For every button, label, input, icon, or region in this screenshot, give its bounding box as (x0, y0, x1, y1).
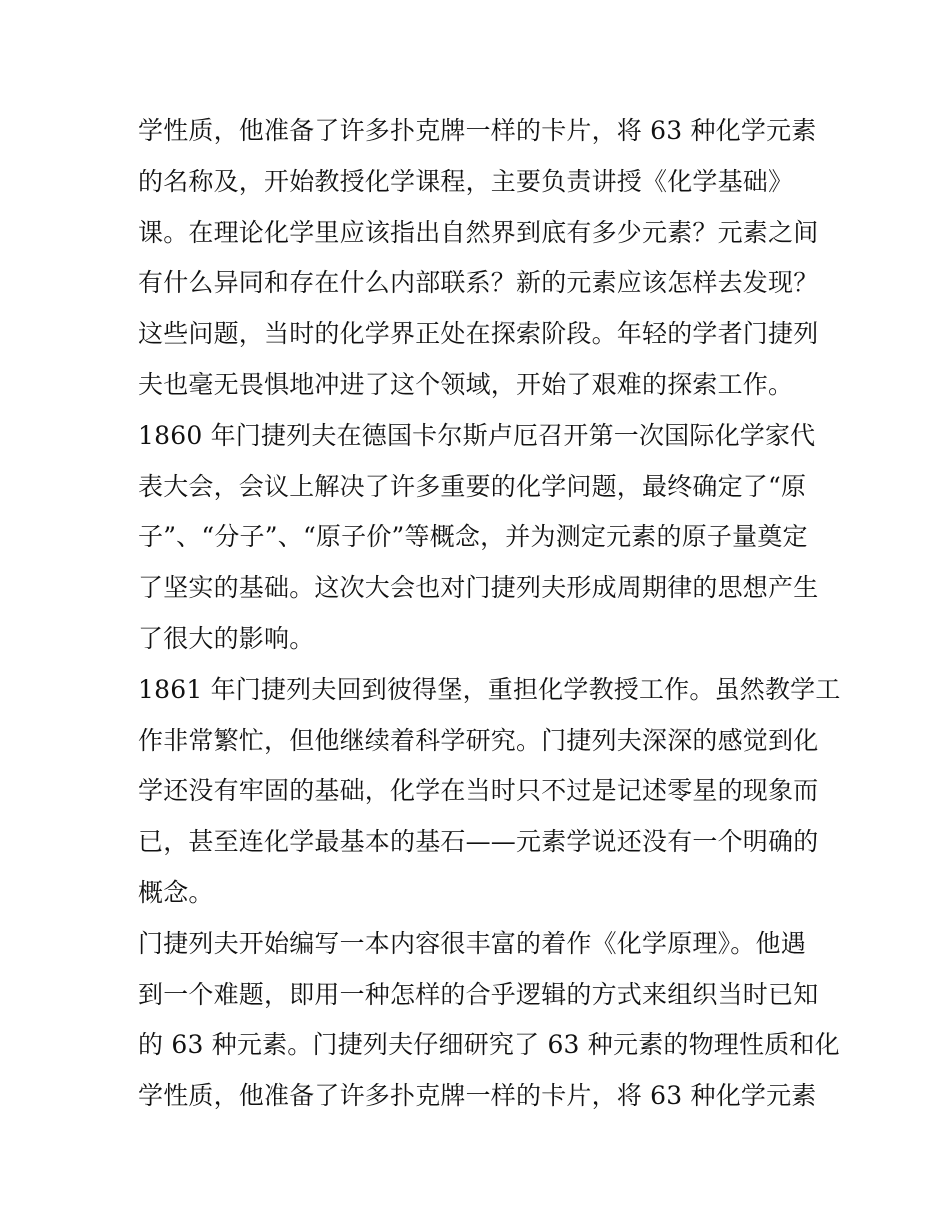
text-line: 子”、“分子”、“原子价”等概念，并为测定元素的原子量奠定 (138, 522, 808, 552)
text-line: 学还没有牢固的基础，化学在当时只不过是记述零星的现象而 (138, 776, 819, 806)
text-line: 学性质，他准备了许多扑克牌一样的卡片，将 63 种化学元素 (138, 1081, 817, 1111)
text-line: 1860 年门捷列夫在德国卡尔斯卢厄召开第一次国际化学家代 (138, 420, 816, 450)
text-line: 1861 年门捷列夫回到彼得堡，重担化学教授工作。虽然教学工 (138, 674, 841, 704)
text-line: 到一个难题，即用一种怎样的合乎逻辑的方式来组织当时已知 (138, 979, 819, 1009)
text-line: 的 63 种元素。门捷列夫仔细研究了 63 种元素的物理性质和化 (138, 1030, 840, 1060)
text-line: 表大会，会议上解决了许多重要的化学问题，最终确定了“原 (138, 471, 807, 501)
text-line: 的名称及，开始教授化学课程，主要负责讲授《化学基础》 (138, 166, 794, 196)
text-line: 有什么异同和存在什么内部联系？新的元素应该怎样去发现？ (138, 268, 819, 298)
text-line: 课。在理论化学里应该指出自然界到底有多少元素？元素之间 (138, 217, 819, 247)
text-line: 概念。 (138, 877, 214, 907)
text-line: 学性质，他准备了许多扑克牌一样的卡片，将 63 种化学元素 (138, 116, 817, 145)
text-line: 这些问题，当时的化学界正处在探索阶段。年轻的学者门捷列 (138, 319, 819, 349)
text-line: 作非常繁忙，但他继续着科学研究。门捷列夫深深的感觉到化 (138, 725, 819, 755)
text-line: 夫也毫无畏惧地冲进了这个领域，开始了艰难的探索工作。 (138, 369, 794, 399)
text-line: 了很大的影响。 (138, 623, 315, 653)
text-line: 门捷列夫开始编写一本内容很丰富的着作《化学原理》。他遇 (138, 928, 806, 958)
text-line: 了坚实的基础。这次大会也对门捷列夫形成周期律的思想产生 (138, 573, 819, 603)
text-line: 已，甚至连化学最基本的基石——元素学说还没有一个明确的 (138, 827, 819, 857)
body-text (138, 106, 841, 1122)
